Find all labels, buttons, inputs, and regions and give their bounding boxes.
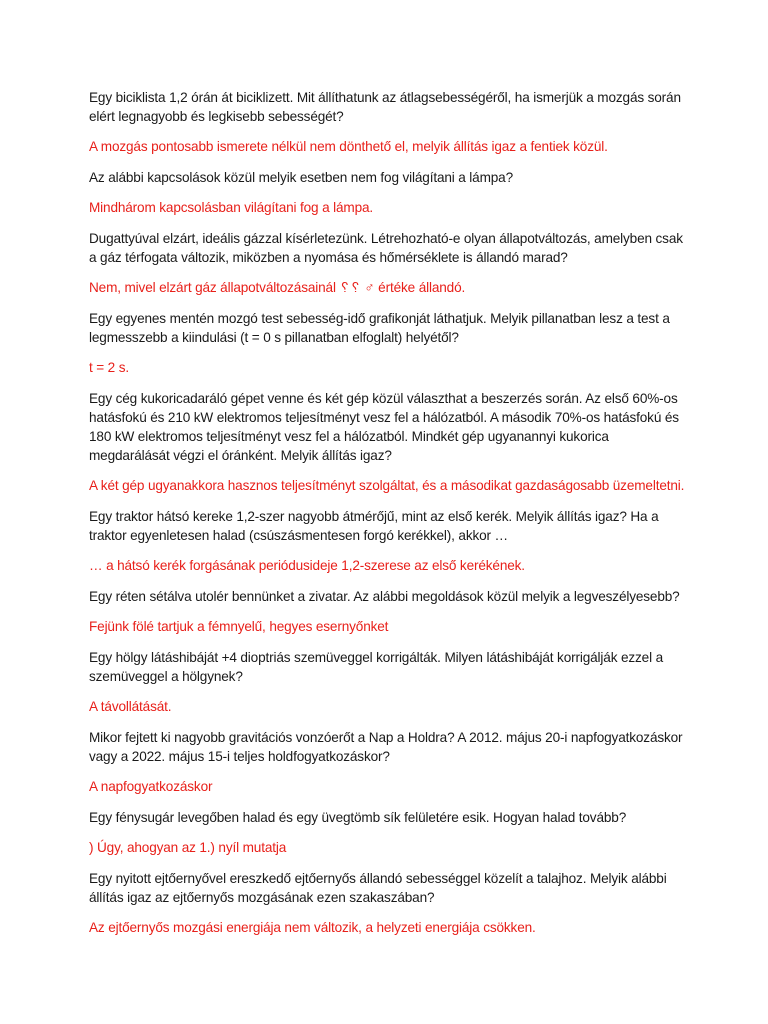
- answer-5: A két gép ugyanakkora hasznos teljesítményt szolgáltat, és a másodikat gazdaságosabb üzemeltetni.: [89, 478, 685, 493]
- qa-list: [89, 88, 688, 937]
- answer-7: Fejünk fölé tartjuk a fémnyelű, hegyes esernyőnket: [89, 619, 389, 634]
- question-1: Egy biciklista 1,2 órán át biciklizett. Mit állíthatunk az átlagsebességéről, ha ismerjük a mozgás során elért legnagyobb és legkisebb sebességét?: [89, 90, 681, 124]
- answer-2: Mindhárom kapcsolásban világítani fog a lámpa.: [89, 200, 374, 215]
- question-2: Az alábbi kapcsolások közül melyik esetben nem fog világítani a lámpa?: [89, 170, 513, 185]
- question-9: Mikor fejtett ki nagyobb gravitációs vonzóerőt a Nap a Holdra? A 2012. május 20-i napfogyatkozáskor vagy a 2022. május 15-i teljes holdfogyatkozáskor?: [89, 730, 683, 764]
- question-10: Egy fénysugár levegőben halad és egy üvegtömb sík felületére esik. Hogyan halad tovább?: [89, 810, 627, 825]
- answer-1: A mozgás pontosabb ismerete nélkül nem dönthető el, melyik állítás igaz a fentiek közül.: [89, 139, 608, 154]
- answer-8: A távollátását.: [89, 699, 172, 714]
- answer-9: A napfogyatkozáskor: [89, 779, 213, 794]
- question-8: Egy hölgy látáshibáját +4 dioptriás szemüveggel korrigálták. Milyen látáshibáját korrigálják ezzel a szemüveggel a hölgynek?: [89, 650, 663, 684]
- question-6: Egy traktor hátsó kereke 1,2-szer nagyobb átmérőjű, mint az első kerék. Melyik állítás igaz? Ha a traktor egyenletesen halad (csúszásmentesen forgó kerékkel), akkor …: [89, 509, 659, 543]
- answer-6: … a hátsó kerék forgásának periódusideje 1,2-szerese az első kerékének.: [89, 558, 525, 573]
- question-5: Egy cég kukoricadaráló gépet venne és két gép közül választhat a beszerzés során. Az első 60%-os hatásfokú és 210 kW elektromos teljesítményt vesz fel a hálózatból. A második 70%-os hatásfokú és 180 kW elektromos teljesítményt vesz fel a hálózatból. Mindkét gép ugyanannyi kukorica megdarálását végzi el óránként. Melyik állítás igaz?: [89, 391, 679, 463]
- question-4: Egy egyenes mentén mozgó test sebesség-idő grafikonját láthatjuk. Melyik pillanatban lesz a test a legmesszebb a kiindulási (t = 0 s pillanatban elfoglalt) helyétől?: [89, 311, 670, 345]
- answer-4: t = 2 s.: [89, 360, 129, 375]
- question-3: Dugattyúval elzárt, ideális gázzal kísérletezünk. Létrehozható-e olyan állapotváltozás, amelyben csak a gáz térfogata változik, miközben a nyomása és hőmérséklete is állandó marad?: [89, 231, 683, 265]
- question-7: Egy réten sétálva utolér bennünket a zivatar. Az alábbi megoldások közül melyik a legveszélyesebb?: [89, 589, 680, 604]
- question-11: Egy nyitott ejtőernyővel ereszkedő ejtőernyős állandó sebességgel közelít a talajhoz. Melyik alábbi állítás igaz az ejtőernyős mozgásának ezen szakaszában?: [89, 871, 667, 905]
- answer-3: Nem, mivel elzárt gáz állapotváltozásainál ␦␦ ♂ értéke állandó.: [89, 280, 466, 295]
- answer-10: ) Úgy, ahogyan az 1.) nyíl mutatja: [89, 840, 287, 855]
- answer-11: Az ejtőernyős mozgási energiája nem változik, a helyzeti energiája csökken.: [89, 920, 536, 935]
